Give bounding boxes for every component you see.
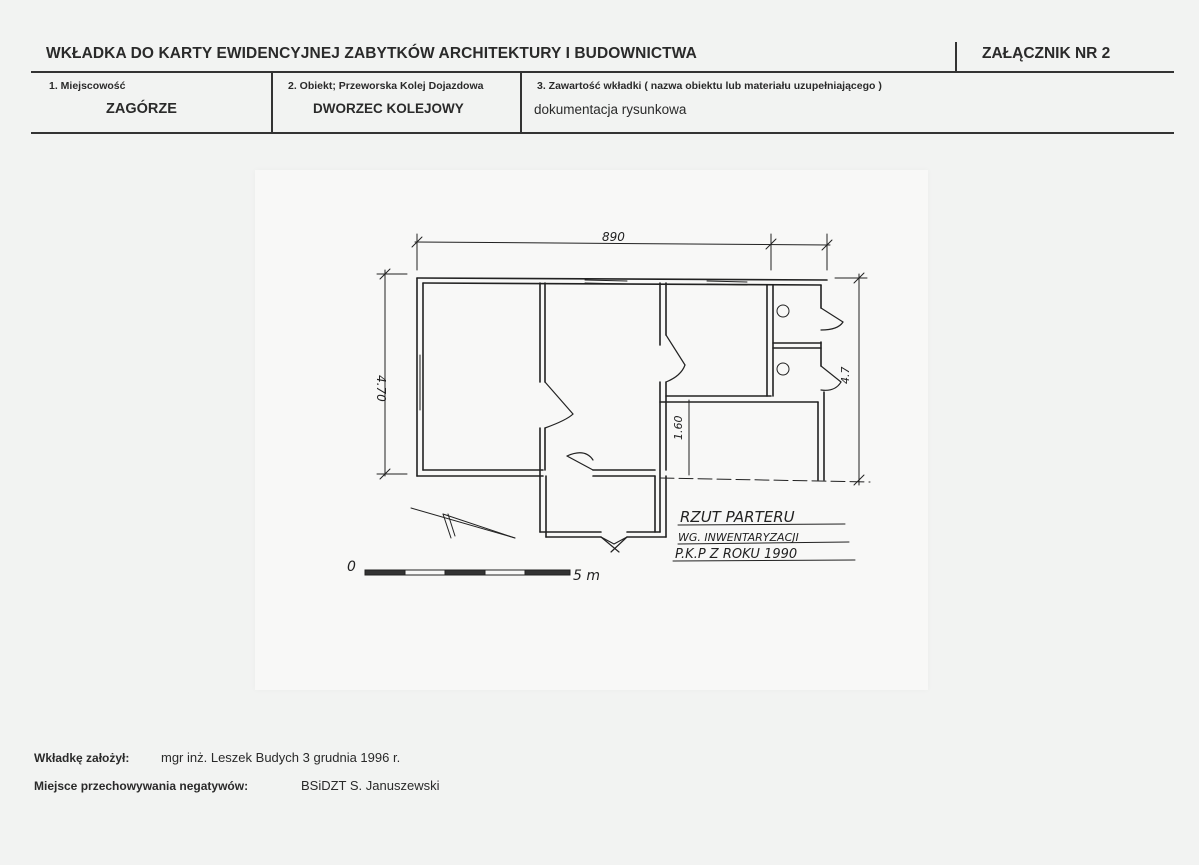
scale-start-label: 0 — [347, 559, 356, 575]
field-divider-1 — [271, 73, 273, 133]
storage-value: BSiDZT S. Januszewski — [301, 778, 440, 793]
storage-label: Miejsce przechowywania negatywów: — [34, 779, 249, 793]
author-label: Wkładkę założył: — [34, 751, 130, 765]
drawing-title: RZUT PARTERU — [680, 508, 795, 526]
field-divider-2 — [520, 73, 522, 133]
fields-rule — [31, 132, 1174, 134]
object-label: 2. Obiekt; Przeworska Kolej Dojazdowa — [288, 80, 484, 92]
locality-label: 1. Miejscowość — [49, 80, 126, 92]
drawing-note-line1: WG. INWENTARYZACJI — [678, 531, 799, 544]
floor-plan-drawing — [255, 170, 928, 690]
dimension-inner: 1.60 — [672, 415, 685, 440]
dimension-width: 890 — [602, 230, 625, 244]
dimension-right: 4.7 — [839, 366, 852, 384]
dimension-height: 4.70 — [374, 375, 388, 402]
header-rule — [31, 71, 1174, 73]
card-title: WKŁADKA DO KARTY EWIDENCYJNEJ ZABYTKÓW ARCHITEKTURY I BUDOWNICTWA — [46, 45, 697, 62]
drawing-note-line2: P.K.P Z ROKU 1990 — [675, 547, 798, 562]
object-value: DWORZEC KOLEJOWY — [313, 101, 464, 116]
author-value: mgr inż. Leszek Budych 3 grudnia 1996 r. — [161, 750, 401, 765]
content-label: 3. Zawartość wkładki ( nazwa obiektu lub materiału uzupełniającego ) — [537, 80, 882, 92]
header-divider — [955, 42, 957, 72]
floor-plan-photo — [255, 170, 928, 690]
annex-number: ZAŁĄCZNIK NR 2 — [982, 45, 1111, 62]
scale-end-label: 5 m — [573, 568, 600, 584]
locality-value: ZAGÓRZE — [106, 101, 177, 117]
content-value: dokumentacja rysunkowa — [534, 102, 687, 117]
